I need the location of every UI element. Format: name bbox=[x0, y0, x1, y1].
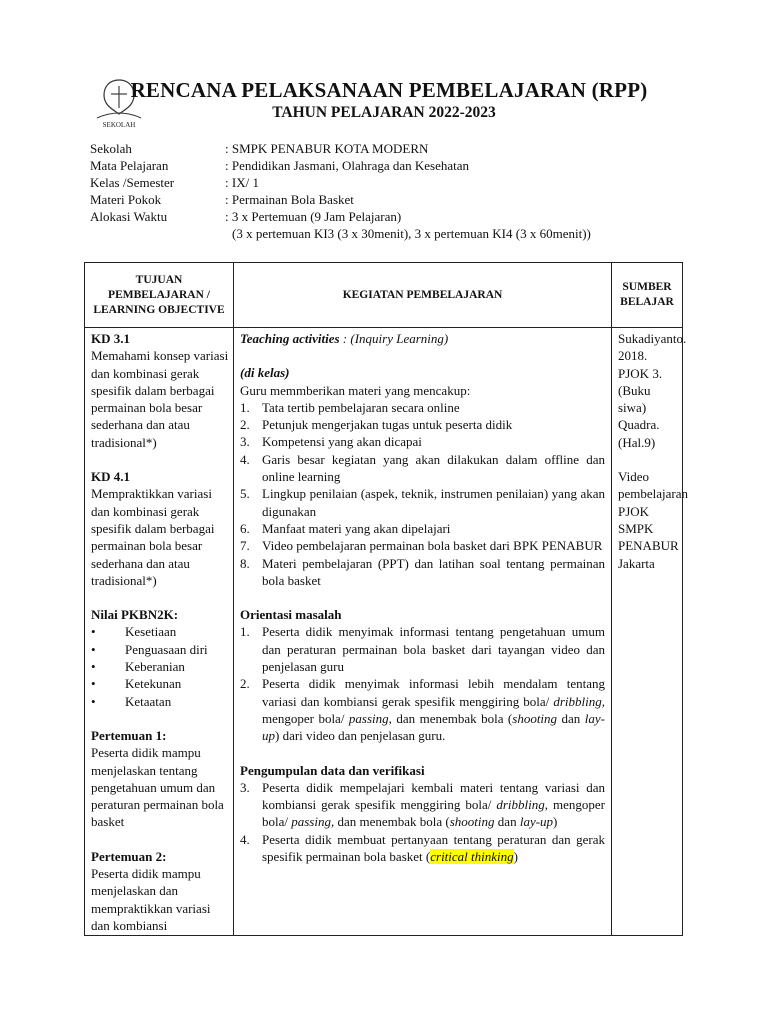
list-item: • Penguasaan diri bbox=[91, 641, 229, 658]
nilai-list bbox=[91, 623, 229, 709]
info-value: : Permainan Bola Basket bbox=[225, 192, 354, 207]
info-value: : SMPK PENABUR KOTA MODERN bbox=[225, 141, 429, 156]
header-activities: KEGIATAN PEMBELAJARAN bbox=[234, 263, 612, 328]
list-item: • Kesetiaan bbox=[91, 623, 229, 640]
sources-cell bbox=[612, 328, 689, 936]
list-item: • Ketekunan bbox=[91, 675, 229, 692]
pertemuan2-text: Peserta didik mampu menjelaskan dan mempraktikkan variasi dan kombiansi bbox=[91, 866, 211, 933]
list-item: • Ketaatan bbox=[91, 693, 229, 710]
list-item: 7. Video pembelajaran permainan bola basket dari BPK PENABUR bbox=[240, 538, 603, 554]
kd41-text: Mempraktikkan variasi dan kombinasi gerak spesifik dalam berbagai permainan bola besar sederhana dan atau tradisional*) bbox=[91, 486, 215, 588]
list-item: 4. Peserta didik membuat pertanyaan tentang peraturan dan gerak spesifik permainan bola basket (critical thinking) bbox=[240, 831, 605, 865]
rpp-table bbox=[84, 262, 689, 936]
info-label: Materi Pokok bbox=[90, 192, 162, 207]
list-item: 5. Lingkup penilaian (aspek, teknik, instrumen penilaian) yang akan digunakan bbox=[240, 486, 605, 519]
info-allocation-detail: (3 x pertemuan KI3 (3 x 30menit), 3 x pertemuan KI4 (3 x 60menit)) bbox=[232, 226, 591, 241]
kd31-title: KD 3.1 bbox=[91, 331, 130, 346]
info-label: Mata Pelajaran bbox=[90, 158, 169, 173]
teaching-label: Teaching activities bbox=[240, 331, 340, 346]
list-item: 1. Peserta didik menyimak informasi tentang pengetahuan umum dan peraturan permainan bola basket dari tayangan video dan penjelasan guru bbox=[240, 624, 605, 675]
source-video: Video pembelajaran PJOK SMPK PENABUR Jakarta bbox=[618, 469, 689, 571]
list-item: 4. Garis besar kegiatan yang akan dilakukan dalam offline dan online learning bbox=[240, 451, 605, 485]
info-row-materi-pokok bbox=[90, 191, 591, 208]
teaching-activities-line bbox=[240, 330, 605, 347]
table-header-row bbox=[85, 263, 683, 328]
list-item: 2. Petunjuk mengerjakan tugas untuk peserta didik bbox=[240, 417, 513, 433]
header-objective: TUJUAN PEMBELAJARAN / LEARNING OBJECTIVE bbox=[85, 263, 234, 328]
teaching-value: : (Inquiry Learning) bbox=[339, 331, 449, 346]
header-sources: SUMBER BELAJAR bbox=[612, 263, 683, 328]
list-item: • Keberanian bbox=[91, 658, 229, 675]
info-row-kelas bbox=[90, 174, 591, 191]
info-label: Alokasi Waktu bbox=[90, 209, 168, 224]
info-value: : Pendidikan Jasmani, Olahraga dan Kesehatan bbox=[225, 158, 470, 173]
info-row-alokasi-waktu bbox=[90, 208, 591, 225]
objectives-cell bbox=[85, 328, 234, 936]
list-item: 1. Tata tertib pembelajaran secara online bbox=[240, 399, 460, 415]
info-block bbox=[90, 140, 591, 242]
info-label: Kelas /Semester bbox=[90, 175, 175, 190]
list-item: 3. Peserta didik mempelajari kembali materi tentang variasi dan kombiansi gerak spesifik menggiring bola/ dribbling, mengoper bola/ passing, dan menembak bola (shooting dan lay-up) bbox=[240, 779, 606, 830]
document-subtitle: TAHUN PELAJARAN 2022-2023 bbox=[272, 104, 496, 121]
location-label: (di kelas) bbox=[240, 365, 290, 381]
pertemuan1-text: Peserta didik mampu menjelaskan tentang pengetahuan umum dan peraturan permainan bola basket bbox=[91, 745, 224, 830]
materi-intro: Guru memmberikan materi yang mencakup: bbox=[240, 382, 471, 398]
info-label: Sekolah bbox=[90, 141, 132, 156]
list-item: 3. Kompetensi yang akan dicapai bbox=[240, 434, 422, 450]
logo-text: SEKOLAH bbox=[102, 121, 136, 129]
source-book: Sukadiyanto. 2018. PJOK 3. (Buku siwa) Quadra. (Hal.9) bbox=[618, 331, 687, 450]
list-item: 2. Peserta didik menyimak informasi lebih mendalam tentang variasi dan kombiansi gerak spesifik menggiring bola/ dribbling, mengoper bola/ passing, dan menembak bola (shooting dan lay-up) dari video dan penjelasan guru. bbox=[240, 676, 605, 744]
info-row-sekolah bbox=[90, 140, 591, 157]
highlight-critical-thinking: critical thinking bbox=[430, 849, 514, 865]
nilai-title: Nilai PKBN2K: bbox=[91, 607, 179, 623]
document-title: RENCANA PELAKSANAAN PEMBELAJARAN (RPP) bbox=[130, 78, 648, 102]
info-row-mata-pelajaran bbox=[90, 157, 591, 174]
table-row bbox=[85, 328, 683, 936]
pengumpulan-title: Pengumpulan data dan verifikasi bbox=[240, 762, 425, 778]
kd31-text: Memahami konsep variasi dan kombinasi gerak spesifik dalam berbagai permainan bola besar sederhana dan atau tradisional*) bbox=[91, 348, 229, 450]
list-item: 6. Manfaat materi yang akan dipelajari bbox=[240, 520, 451, 536]
pertemuan2-title: Pertemuan 2: bbox=[91, 848, 167, 864]
info-value: : 3 x Pertemuan (9 Jam Pelajaran) bbox=[225, 209, 402, 224]
kd41-title: KD 4.1 bbox=[91, 469, 130, 485]
orientasi-title: Orientasi masalah bbox=[240, 607, 342, 623]
activities-cell bbox=[234, 328, 612, 936]
info-value: : IX/ 1 bbox=[225, 175, 259, 190]
pertemuan1-title: Pertemuan 1: bbox=[91, 727, 167, 743]
list-item: 8. Materi pembelajaran (PPT) dan latihan soal tentang permainan bola basket bbox=[240, 555, 605, 588]
